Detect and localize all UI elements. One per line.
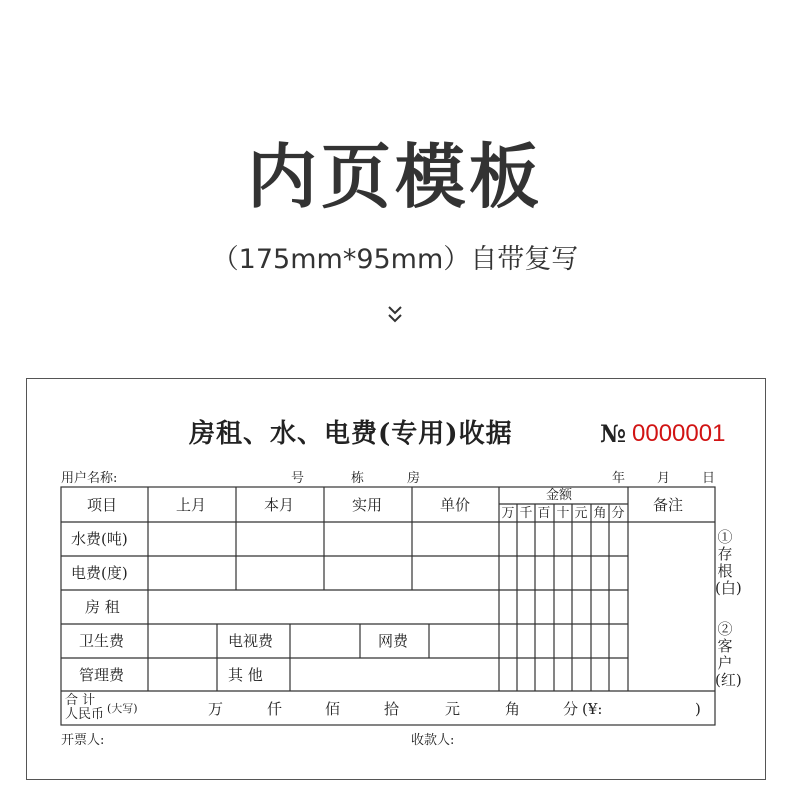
receipt-template [26,378,766,780]
room-label: 房 [407,471,421,486]
col-remarks: 备注 [653,496,684,514]
total-yen-label: (¥: [582,700,603,718]
total-unit-wan: 万 [208,700,224,718]
total-rmb-label: 人民币 [65,707,105,722]
copy-red-label: ②客户(红) [715,620,742,689]
total-unit-jiao: 角 [505,700,521,718]
col-last-month: 上月 [176,496,207,514]
digit-bai: 百 [537,506,551,521]
row-management: 管理费 [79,666,125,684]
row-tv: 电视费 [228,632,274,650]
digit-fen: 分 [611,506,625,521]
total-unit-qian: 仟 [267,700,283,718]
digit-qian: 千 [519,506,533,521]
total-unit-fen: 分 [563,700,579,718]
page-title: 内页模板 [247,136,543,218]
row-electric: 电费(度) [71,564,128,582]
digit-wan: 万 [501,506,515,521]
building-number-label: 号 [291,471,305,486]
copy-white-label: ①存根(白) [715,528,742,597]
building-label: 栋 [351,471,365,486]
month-label: 月 [657,471,671,486]
col-unit-price: 单价 [440,496,471,514]
total-label: 合 计 [65,693,96,708]
day-label: 日 [702,471,716,486]
total-close-paren: ) [695,700,701,718]
row-rent: 房 租 [85,598,120,616]
payee-label: 收款人: [411,733,455,748]
col-amount: 金额 [546,488,573,503]
year-label: 年 [612,471,626,486]
issuer-label: 开票人: [61,733,105,748]
total-unit-bai: 佰 [325,700,341,718]
user-name-label: 用户名称: [61,471,118,486]
total-unit-shi: 拾 [384,700,400,718]
receipt-number-symbol: № [600,419,627,448]
row-water: 水费(吨) [71,530,128,548]
col-actual: 实用 [352,496,383,514]
receipt-title: 房租、水、电费(专用)收据 [189,419,513,449]
digit-jiao: 角 [593,506,607,521]
col-this-month: 本月 [264,496,295,514]
total-unit-yuan: 元 [445,700,461,718]
row-sanitation: 卫生费 [79,632,125,650]
digit-yuan: 元 [574,506,588,521]
page-subtitle: （175mm*95mm）自带复写 [211,244,579,275]
col-item: 项目 [87,496,118,514]
total-daxie-label: (大写) [107,702,138,715]
double-chevron-down-icon [385,302,405,328]
row-other: 其 他 [228,666,263,684]
row-internet: 网费 [378,632,409,650]
digit-shi: 十 [556,506,570,521]
receipt-number: 0000001 [632,420,726,447]
